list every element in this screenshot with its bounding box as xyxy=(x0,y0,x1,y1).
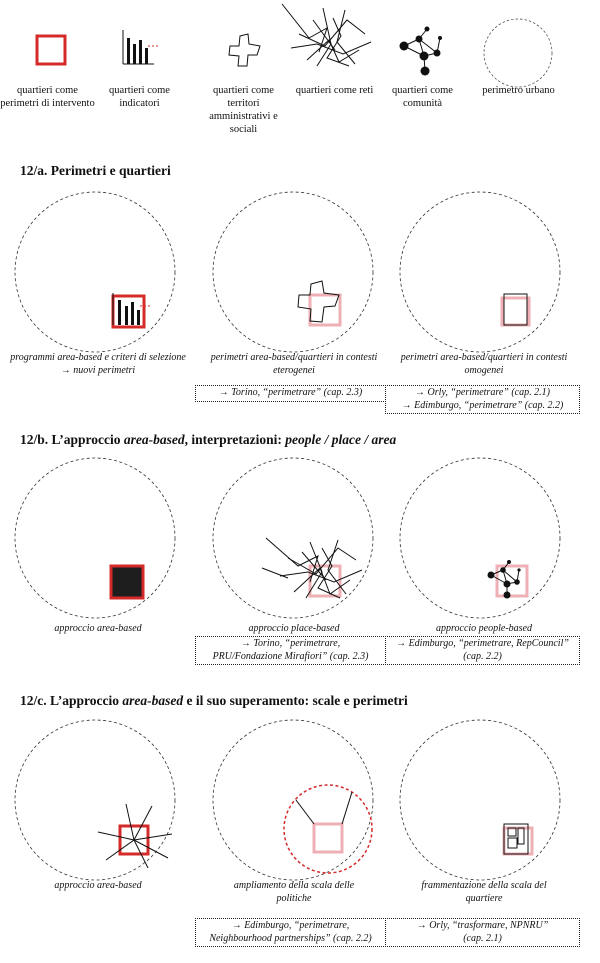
panel-b2-diagram xyxy=(198,448,388,628)
panel-b2-caption: approccio place-based xyxy=(248,623,340,634)
panel-a3-caption: perimetri area-based/quartieri in contesti omogenei xyxy=(400,352,568,376)
legend-label: quartieri come comunità xyxy=(392,85,453,109)
panel-b2-ref: → Torino, “perimetrare, PRU/Fondazione Mirafiori” (cap. 2.3) xyxy=(195,636,386,665)
panel-c2-caption: ampliamento della scala delle politiche xyxy=(233,880,355,904)
panel-a1-caption: programmi area-based e criteri di selezione → nuovi perimetri xyxy=(10,352,186,376)
section-title-b: 12/b. L’approccio area-based, interpretazioni: people / place / area xyxy=(20,432,397,447)
community-graph-icon xyxy=(375,0,470,80)
panel-a2-diagram xyxy=(198,182,388,362)
panel-c2-diagram xyxy=(198,710,388,890)
panel-b1-diagram xyxy=(0,448,190,628)
legend-label: quartieri come perimetri di intervento xyxy=(0,85,95,109)
panel-b1-caption: approccio area-based xyxy=(54,623,142,634)
panel-c1-caption: approccio area-based xyxy=(54,880,142,891)
panel-c3-diagram xyxy=(385,710,575,890)
legend-label: perimetro urbano xyxy=(482,85,555,96)
panel-a2-caption: perimetri area-based/quartieri in contesti eterogenei xyxy=(210,352,378,376)
panel-b3-caption: approccio people-based xyxy=(436,623,532,634)
panel-b3-ref: → Edimburgo, “perimetrare, RepCouncil” (cap. 2.2) xyxy=(385,636,580,665)
section-title-a: 12/a. Perimetri e quartieri xyxy=(20,163,171,178)
panel-b3-diagram xyxy=(385,448,575,628)
panel-a2-ref: → Torino, “perimetrare” (cap. 2.3) xyxy=(195,385,386,402)
panel-a3-ref: → Orly, “perimetrare” (cap. 2.1) → Edimburgo, “perimetrare” (cap. 2.2) xyxy=(385,385,580,414)
panel-a3-diagram xyxy=(385,182,575,362)
square-red-icon xyxy=(0,0,95,80)
panel-c3-caption: frammentazione della scala del quartiere xyxy=(421,880,547,904)
section-title-c: 12/c. L’approccio area-based e il suo superamento: scale e perimetri xyxy=(20,693,408,708)
dashed-circle-icon xyxy=(471,0,566,80)
panel-a1-diagram xyxy=(0,182,190,362)
panel-c3-ref: → Orly, “trasformare, NPNRU” (cap. 2.1) xyxy=(385,918,580,947)
panel-c1-diagram xyxy=(0,710,190,890)
legend-label: quartieri come reti xyxy=(295,85,374,96)
network-lines-icon xyxy=(287,0,382,80)
panel-c2-ref: → Edimburgo, “perimetrare, Neighbourhood partnerships” (cap. 2.2) xyxy=(195,918,386,947)
bar-indicator-icon xyxy=(92,0,187,80)
legend-label: quartieri come territori amministrativi e sociali xyxy=(209,85,278,135)
territory-shape-icon xyxy=(196,0,291,80)
legend-label: quartieri come indicatori xyxy=(109,85,170,109)
